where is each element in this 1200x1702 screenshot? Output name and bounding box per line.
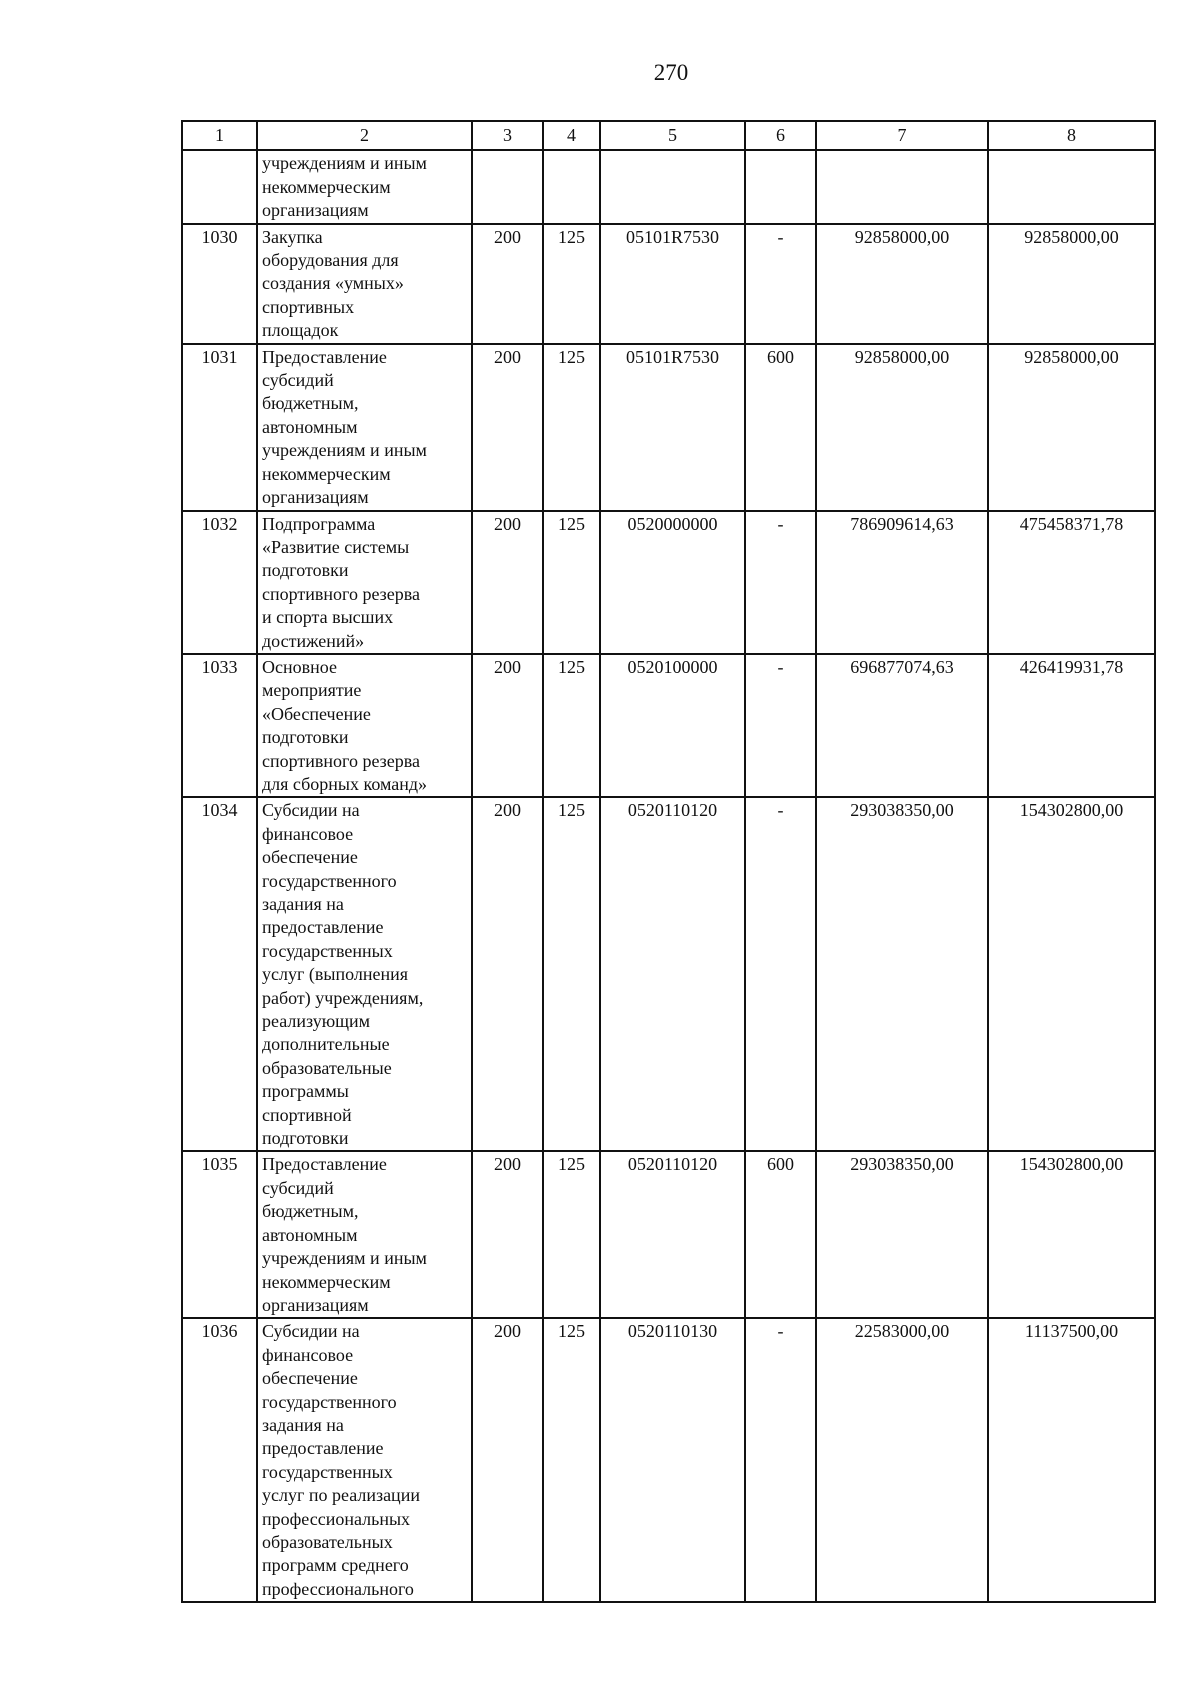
row-code-cell	[600, 150, 745, 223]
table-row	[182, 1151, 1155, 1318]
row-code-cell: 0520110120	[600, 797, 745, 1151]
row-amount-col8-cell: 92858000,00	[988, 344, 1155, 511]
row-code-cell: 0520110120	[600, 1151, 745, 1318]
row-amount-col8-cell: 11137500,00	[988, 1318, 1155, 1602]
row-col6-cell: -	[745, 654, 816, 797]
row-col3-cell: 200	[472, 1151, 543, 1318]
row-col6-cell: -	[745, 1318, 816, 1602]
row-amount-col8-cell: 154302800,00	[988, 797, 1155, 1151]
row-col3-cell: 200	[472, 224, 543, 344]
row-col4-cell: 125	[543, 654, 600, 797]
row-amount-col7-cell: 786909614,63	[816, 511, 988, 654]
row-amount-col8-cell: 426419931,78	[988, 654, 1155, 797]
row-col4-cell: 125	[543, 344, 600, 511]
row-col6-cell: -	[745, 224, 816, 344]
row-amount-col7-cell: 22583000,00	[816, 1318, 988, 1602]
row-amount-col7-cell: 92858000,00	[816, 344, 988, 511]
row-col4-cell: 125	[543, 1318, 600, 1602]
row-col4-cell: 125	[543, 511, 600, 654]
row-col4-cell	[543, 150, 600, 223]
row-col4-cell: 125	[543, 1151, 600, 1318]
row-col6-cell	[745, 150, 816, 223]
header-cell-7: 7	[816, 121, 988, 150]
row-name-cell: Основное мероприятие «Обеспечение подготовки спортивного резерва для сборных команд»	[257, 654, 472, 797]
row-name-cell: Предоставление субсидий бюджетным, автономным учреждениям и иным некоммерческим организациям	[257, 344, 472, 511]
row-amount-col8-cell: 92858000,00	[988, 224, 1155, 344]
row-col6-cell: 600	[745, 1151, 816, 1318]
table-row	[182, 150, 1155, 223]
row-name-cell: Предоставление субсидий бюджетным, автономным учреждениям и иным некоммерческим организациям	[257, 1151, 472, 1318]
row-amount-col8-cell	[988, 150, 1155, 223]
header-cell-3: 3	[472, 121, 543, 150]
row-col3-cell: 200	[472, 797, 543, 1151]
row-number-cell: 1036	[182, 1318, 257, 1602]
row-amount-col7-cell: 293038350,00	[816, 1151, 988, 1318]
table-row	[182, 224, 1155, 344]
row-col3-cell: 200	[472, 511, 543, 654]
row-number-cell: 1031	[182, 344, 257, 511]
page-number: 270	[653, 60, 689, 85]
table-row	[182, 511, 1155, 654]
row-code-cell: 0520100000	[600, 654, 745, 797]
row-code-cell: 05101R7530	[600, 224, 745, 344]
row-name-cell: Подпрограмма «Развитие системы подготовки спортивного резерва и спорта высших достижений»	[257, 511, 472, 654]
row-code-cell: 05101R7530	[600, 344, 745, 511]
row-number-cell: 1030	[182, 224, 257, 344]
header-cell-5: 5	[600, 121, 745, 150]
row-col3-cell: 200	[472, 1318, 543, 1602]
row-amount-col7-cell	[816, 150, 988, 223]
row-amount-col8-cell: 154302800,00	[988, 1151, 1155, 1318]
header-cell-2: 2	[257, 121, 472, 150]
row-amount-col8-cell: 475458371,78	[988, 511, 1155, 654]
row-name-cell: Субсидии на финансовое обеспечение государственного задания на предоставление государственных услуг (выполнения работ) учреждениям, реализующим дополнительные образовательные программы спортивной подготовки	[257, 797, 472, 1151]
row-col3-cell	[472, 150, 543, 223]
row-col6-cell: -	[745, 797, 816, 1151]
row-col4-cell: 125	[543, 797, 600, 1151]
row-number-cell: 1033	[182, 654, 257, 797]
row-col3-cell: 200	[472, 344, 543, 511]
row-number-cell: 1034	[182, 797, 257, 1151]
table-row	[182, 797, 1155, 1151]
row-number-cell: 1035	[182, 1151, 257, 1318]
header-cell-6: 6	[745, 121, 816, 150]
table-row	[182, 1318, 1155, 1602]
row-amount-col7-cell: 696877074,63	[816, 654, 988, 797]
row-amount-col7-cell: 92858000,00	[816, 224, 988, 344]
row-number-cell: 1032	[182, 511, 257, 654]
row-number-cell	[182, 150, 257, 223]
row-name-cell: Закупка оборудования для создания «умных» спортивных площадок	[257, 224, 472, 344]
row-name-cell: Субсидии на финансовое обеспечение государственного задания на предоставление государственных услуг по реализации профессиональных образовательных программ среднего профессионального	[257, 1318, 472, 1602]
header-cell-4: 4	[543, 121, 600, 150]
row-col3-cell: 200	[472, 654, 543, 797]
header-cell-8: 8	[988, 121, 1155, 150]
row-code-cell: 0520000000	[600, 511, 745, 654]
header-cell-1: 1	[182, 121, 257, 150]
row-amount-col7-cell: 293038350,00	[816, 797, 988, 1151]
row-col6-cell: -	[745, 511, 816, 654]
table-row	[182, 654, 1155, 797]
table-row	[182, 344, 1155, 511]
row-col4-cell: 125	[543, 224, 600, 344]
row-code-cell: 0520110130	[600, 1318, 745, 1602]
row-name-cell: учреждениям и иным некоммерческим организациям	[257, 150, 472, 223]
header-row	[182, 121, 1155, 150]
row-col6-cell: 600	[745, 344, 816, 511]
budget-table	[181, 120, 1156, 1603]
